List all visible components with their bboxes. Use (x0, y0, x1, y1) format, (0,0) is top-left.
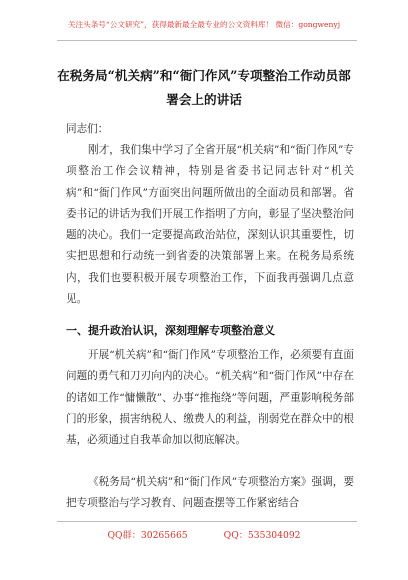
footer-contact (0, 527, 408, 541)
salutation: 同志们： (66, 123, 109, 135)
paragraph-intro: 刚才，我们集中学习了全省开展“机关病”和“衙门作风”专项整治工作会议精神，特别是省委书记同志针对“机关病”和“衙门作风”方面突出问题所做出的全面动员和部署。省委书记的讲话为我们开展工作指明了方向，彰显了坚决整治问题的决心。我们一定要提高政治站位，深刻认识其重要性，切实把思想和行动统一到省委的决策部署上来。在税务局系统内，我们也要积极开展专项整治工作，下面我再强调几点意见。 (66, 144, 354, 306)
footer-qq-group: QQ群：30265665 (107, 530, 188, 541)
document-title (52, 64, 356, 112)
header-divider (57, 40, 357, 41)
section-heading-1: 一、提升政治认识，深刻理解专项整治意义 (66, 324, 275, 337)
promo-banner: 关注头条号“公文研究”，获得最新最全最专业的公文资料库！ 微信：gongwenyj (67, 20, 341, 29)
document-title-line-1: 在税务局“机关病”和“衙门作风”专项整治工作动员部 (57, 68, 351, 83)
footer-divider (57, 521, 357, 522)
paragraph-section-1-continued: 《税务局“机关病”和“衙门作风”专项整治方案》强调，要把专项整治与学习教育、问题查摆等工作紧密结合 (66, 476, 354, 510)
paragraph-section-1: 开展“机关病”和“衙门作风”专项整治工作，必须要有直面问题的勇气和刀刃向内的决心。“机关病”和“衙门作风”中存在的诸如工作“慵懒散”、办事“推拖绕”等问题，严重影响税务部门的形象，损害纳税人、缴费人的利益，削弱党在群众中的根基，必须通过自我革命加以彻底解决。 (66, 349, 354, 447)
footer-qq: QQ：535304092 (223, 530, 301, 541)
document-title-line-2: 署会上的讲话 (166, 92, 242, 107)
